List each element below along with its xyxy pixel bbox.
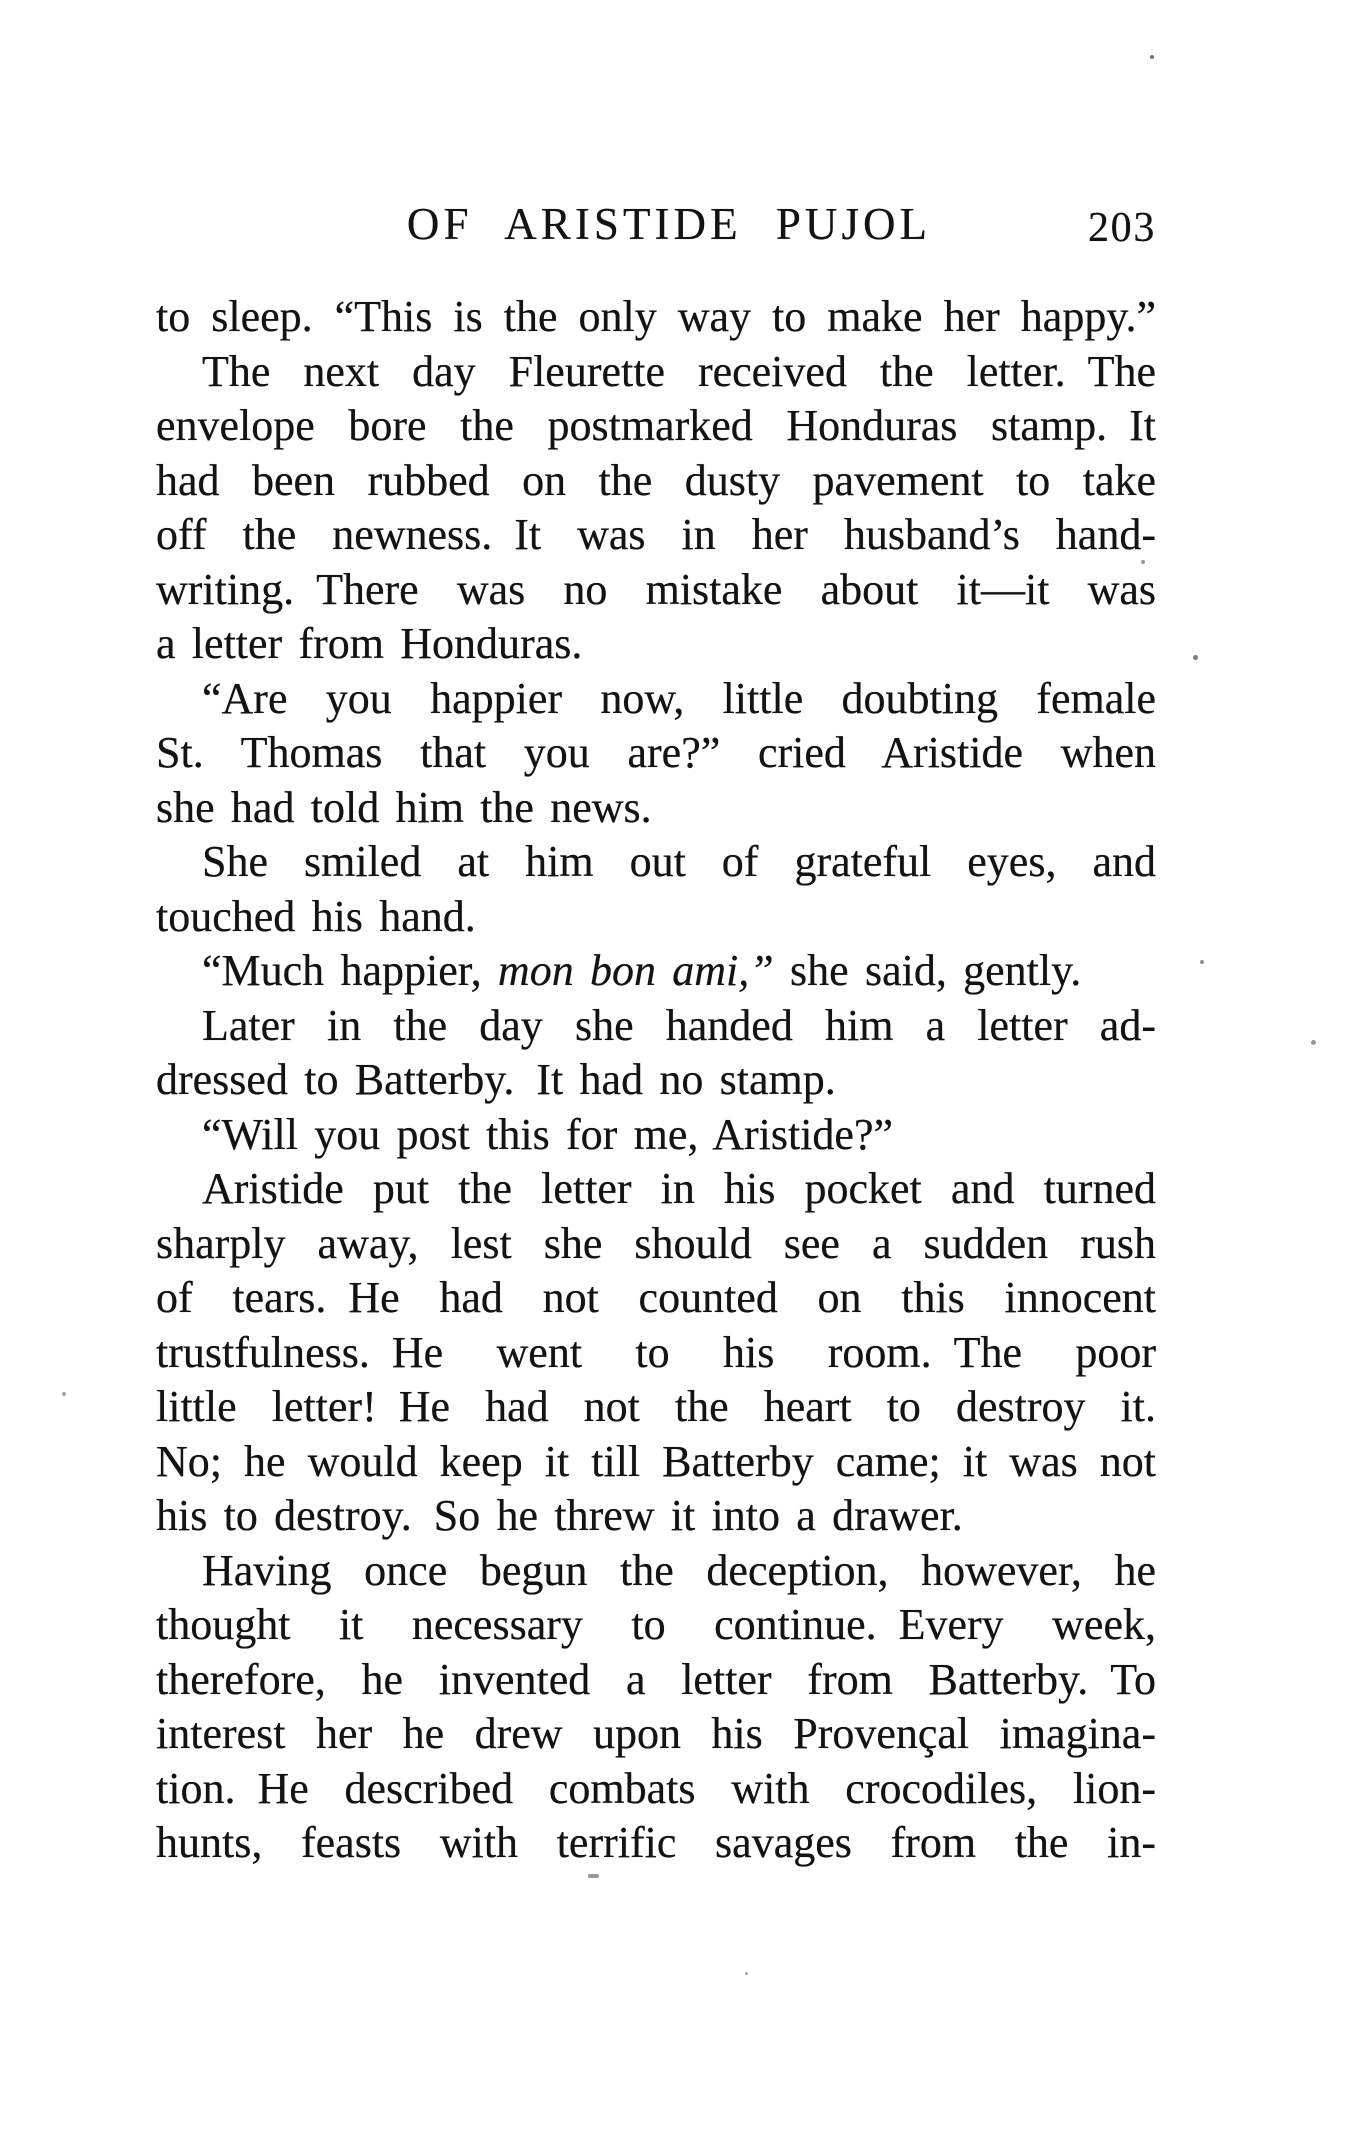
text-line <box>156 508 1156 563</box>
scan-speck <box>1193 655 1198 660</box>
scan-speck <box>62 1392 66 1396</box>
text-block <box>156 290 1156 1871</box>
text-segment: she had told him the news. <box>156 782 652 832</box>
scan-speck <box>1150 55 1154 59</box>
scan-speck <box>745 1972 748 1975</box>
text-segment: little letter! He had not the heart to destroy it. <box>156 1382 1156 1431</box>
text-line <box>156 1707 1156 1762</box>
text-segment: Aristide put the letter in his pocket and turned <box>202 1164 1156 1213</box>
text-line <box>156 1217 1156 1272</box>
text-segment: off the newness. It was in her husband’s hand- <box>156 510 1156 559</box>
text-segment: “Will you post this for me, Aristide?” <box>202 1109 894 1159</box>
text-line <box>156 672 1156 727</box>
page-number: 203 <box>1087 205 1156 251</box>
scan-speck <box>1200 960 1204 964</box>
running-head: OF ARISTIDE PUJOL <box>406 199 932 249</box>
text-segment: tion. He described combats with crocodiles, lion- <box>156 1763 1156 1813</box>
text-line <box>156 1162 1156 1217</box>
text-segment: She smiled at him out of grateful eyes, and <box>202 837 1156 886</box>
text-line <box>156 999 1156 1054</box>
text-line <box>156 1380 1156 1435</box>
text-line <box>156 1816 1156 1871</box>
text-line <box>156 1435 1156 1490</box>
text-segment: thought it necessary to continue. Every week, <box>156 1600 1156 1649</box>
text-segment: had been rubbed on the dusty pavement to take <box>156 455 1156 505</box>
text-line <box>156 345 1156 400</box>
text-line <box>156 1489 1156 1544</box>
text-segment: dressed to Batterby. It had no stamp. <box>156 1055 836 1104</box>
text-line <box>156 617 1156 672</box>
page-header <box>156 196 1156 252</box>
text-line <box>156 1762 1156 1817</box>
text-line <box>156 563 1156 618</box>
text-segment: of tears. He had not counted on this innocent <box>156 1273 1156 1322</box>
text-segment: trustfulness. He went to his room. The poor <box>156 1327 1156 1377</box>
scan-speck <box>1311 1040 1316 1045</box>
text-line <box>156 1544 1156 1599</box>
text-segment: envelope bore the postmarked Honduras stamp. It <box>156 401 1156 450</box>
text-segment: “Much happier, <box>202 946 498 995</box>
text-segment: St. Thomas that you are?” cried Aristide when <box>156 728 1156 777</box>
text-segment: Having once begun the deception, however, he <box>202 1545 1156 1595</box>
text-segment: writing. There was no mistake about it—it was <box>156 564 1156 614</box>
text-line <box>156 1653 1156 1708</box>
text-segment: to sleep. “This is the only way to make her happy.” <box>156 292 1156 341</box>
text-line <box>156 1598 1156 1653</box>
text-line <box>156 944 1156 999</box>
text-line <box>156 1326 1156 1381</box>
text-line <box>156 835 1156 890</box>
text-line <box>156 726 1156 781</box>
text-segment: therefore, he invented a letter from Batterby. To <box>156 1654 1156 1704</box>
text-segment: interest her he drew upon his Provençal imagina- <box>156 1709 1156 1758</box>
text-segment: No; he would keep it till Batterby came; it was not <box>156 1436 1156 1486</box>
text-segment: hunts, feasts with terrific savages from the in- <box>156 1818 1156 1867</box>
text-line <box>156 781 1156 836</box>
text-segment: sharply away, lest she should see a sudden rush <box>156 1218 1156 1268</box>
text-line <box>156 399 1156 454</box>
text-segment: a letter from Honduras. <box>156 619 583 668</box>
text-segment: “Are you happier now, little doubting female <box>202 673 1156 723</box>
text-line <box>156 290 1156 345</box>
italic-phrase: mon bon ami,” <box>497 946 774 995</box>
scan-speck <box>588 1874 599 1878</box>
text-segment: Later in the day she handed him a letter ad- <box>202 1000 1156 1050</box>
text-segment: The next day Fleurette received the letter. The <box>202 346 1156 396</box>
text-line <box>156 454 1156 509</box>
scan-speck <box>1141 560 1145 564</box>
text-line <box>156 1271 1156 1326</box>
text-line <box>156 1053 1156 1108</box>
text-segment: touched his hand. <box>156 891 476 941</box>
text-segment: she said, gently. <box>773 946 1082 995</box>
text-line <box>156 890 1156 945</box>
text-line <box>156 1108 1156 1163</box>
text-segment: his to destroy. So he threw it into a drawer. <box>156 1491 963 1540</box>
